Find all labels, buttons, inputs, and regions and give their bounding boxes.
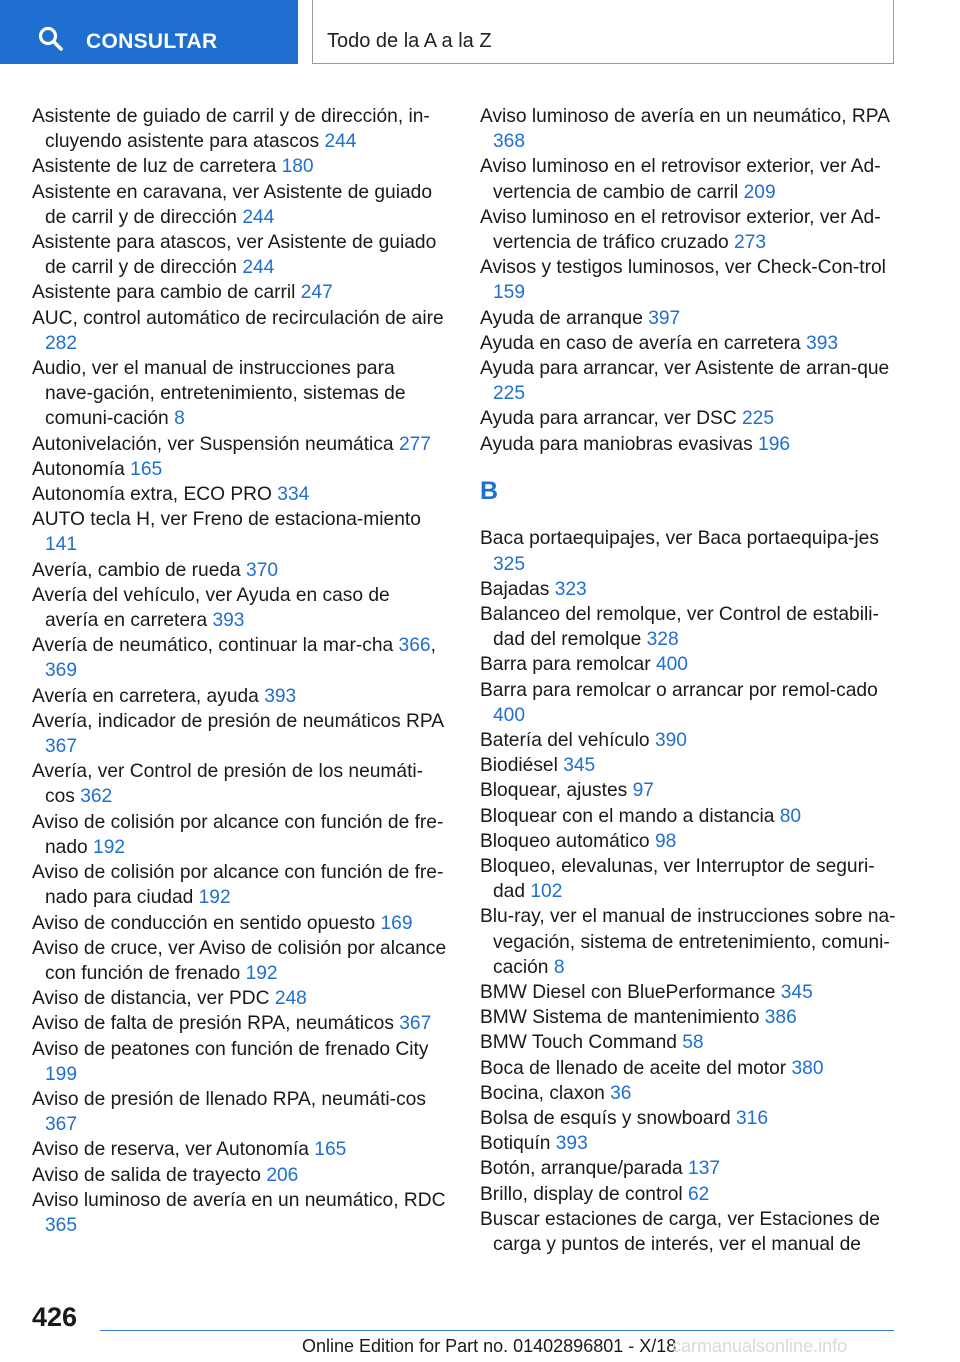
page-link[interactable]: 206 [266, 1164, 299, 1186]
index-entry [32, 180, 447, 230]
index-entry-text: Biodiésel [480, 755, 558, 777]
page-link[interactable]: 400 [655, 654, 688, 676]
index-entry-text: AUC, control automático de recirculación de aire [32, 307, 444, 329]
index-entry-text: Avería en carretera, ayuda [32, 685, 259, 707]
page-link[interactable]: 244 [324, 131, 357, 153]
page-link[interactable]: 209 [743, 181, 776, 203]
page-link[interactable]: 80 [779, 805, 802, 827]
page-link[interactable]: 225 [742, 408, 775, 430]
page-link[interactable]: 393 [264, 685, 297, 707]
index-entry-text: Autonivelación, ver Suspensión neumática [32, 433, 394, 455]
index-entry-text: Bloquear, ajustes [480, 780, 628, 802]
index-entry [480, 306, 900, 331]
index-entry: Avería de neumático, continuar la mar‐cha 366, 369 [32, 635, 436, 682]
page-link[interactable]: 386 [764, 1007, 797, 1029]
index-entry-text: Boca de llenado de aceite del motor [480, 1057, 787, 1079]
index-entry [480, 1081, 900, 1106]
index-entry [32, 356, 447, 432]
index-entry [480, 854, 900, 904]
page-link[interactable]: 367 [45, 736, 78, 758]
page-link[interactable]: 137 [688, 1158, 721, 1180]
index-entry-text: Baca portaequipajes, ver Baca portaequipa‐jes [480, 528, 879, 550]
page-link[interactable]: 282 [45, 332, 78, 354]
index-entry [32, 1163, 447, 1188]
index-entry [32, 230, 447, 280]
index-entry-text: Aviso de reserva, ver Autonomía [32, 1139, 309, 1161]
index-entry [480, 1005, 900, 1030]
index-entry [32, 558, 447, 583]
index-entry [32, 1011, 447, 1036]
index-entry-text: Bajadas [480, 578, 550, 600]
index-entry-text: Ayuda para arrancar, ver DSC [480, 408, 737, 430]
index-entry [480, 753, 900, 778]
index-entry [480, 1131, 900, 1156]
page-link[interactable]: 244 [242, 257, 275, 279]
index-entry-text: Aviso de presión de llenado RPA, neumáti‐cos [32, 1088, 426, 1110]
page-link[interactable]: 98 [654, 830, 677, 852]
index-entry [480, 104, 900, 154]
page-link[interactable]: 277 [398, 433, 431, 455]
index-entry [480, 331, 900, 356]
index-entry-text: Aviso luminoso de avería en un neumático, RDC [32, 1189, 446, 1211]
index-entry-text: Batería del vehículo [480, 729, 650, 751]
page-number: 426 [32, 1302, 78, 1332]
index-entry [32, 1087, 447, 1137]
page-link[interactable]: 369 [45, 660, 78, 682]
index-entry-text: Avería del vehículo, ver Ayuda en caso de avería en carretera [32, 584, 390, 632]
page-link[interactable]: 323 [554, 578, 587, 600]
page-link[interactable]: 397 [648, 307, 681, 329]
index-entry [480, 652, 900, 677]
index-entry [32, 1037, 447, 1087]
page-link[interactable]: 316 [736, 1108, 769, 1130]
index-entry-text: Autonomía [32, 458, 125, 480]
index-entry [480, 526, 900, 576]
index-entry [32, 759, 447, 809]
page-link[interactable]: 325 [493, 553, 526, 575]
page-link[interactable]: 393 [555, 1133, 588, 1155]
index-entry [480, 1156, 900, 1181]
index-entry-text: Botón, arranque/parada [480, 1158, 683, 1180]
index-entry [480, 205, 900, 255]
index-entry [480, 829, 900, 854]
index-entry-text: Bocina, claxon [480, 1082, 605, 1104]
index-entry [480, 728, 900, 753]
index-entry [480, 406, 900, 431]
index-entry [32, 482, 447, 507]
a-to-z-tab[interactable] [312, 0, 894, 64]
page-link[interactable]: 244 [242, 206, 275, 228]
index-group-b [480, 526, 900, 1257]
page-link[interactable]: 8 [553, 956, 565, 978]
index-entry-text: Asistente de guiado de carril y de dirección, in‐cluyendo asistente para atascos [32, 106, 430, 153]
index-entry [480, 154, 900, 204]
index-entry-text: BMW Diesel con BluePerformance [480, 982, 776, 1003]
index-entry-text: Bloqueo automático [480, 830, 650, 852]
index-entry-text: AUTO tecla H, ver Freno de estaciona‐miento [32, 509, 421, 531]
page-link[interactable]: 159 [493, 282, 526, 304]
index-entry [32, 104, 447, 154]
index-entry-text: BMW Touch Command [480, 1032, 677, 1054]
page-link[interactable]: 393 [806, 332, 839, 354]
index-entry-text: Autonomía extra, ECO PRO [32, 484, 272, 506]
index-entry-text: Aviso de salida de trayecto [32, 1164, 261, 1186]
index-entry-text: BMW Sistema de mantenimiento [480, 1007, 760, 1029]
index-entry [32, 583, 447, 633]
index-column-left [32, 104, 447, 1238]
section-letter: B [480, 477, 499, 506]
index-entry [32, 280, 447, 305]
index-entry [32, 507, 447, 557]
page-link[interactable]: 365 [45, 1214, 78, 1236]
index-entry [480, 980, 900, 1005]
index-entry [32, 154, 447, 179]
index-entry [480, 904, 900, 980]
page-link[interactable]: 8 [174, 408, 185, 430]
page-link[interactable]: 362 [80, 786, 113, 808]
consult-tab-label: CONSULTAR [86, 30, 218, 53]
index-entry [32, 432, 447, 457]
watermark: carmanualsonline.info [672, 1336, 848, 1356]
page-link[interactable]: 345 [563, 755, 596, 777]
index-entry-text: Aviso de distancia, ver PDC [32, 988, 270, 1010]
page-link[interactable]: 62 [687, 1183, 710, 1205]
footer-divider [100, 1330, 894, 1331]
index-entry-text: Brillo, display de control [480, 1183, 683, 1205]
index-entry-text: Aviso de colisión por alcance con función de fre‐nado para ciudad [32, 862, 444, 909]
index-entry-text: Ayuda para arrancar, ver Asistente de arran‐que [480, 358, 890, 380]
page-link[interactable]: 192 [198, 887, 231, 909]
index-entry-text: Asistente para cambio de carril [32, 282, 296, 304]
index-entry [32, 936, 447, 986]
index-entry [480, 356, 900, 406]
index-entry [32, 1137, 447, 1162]
index-entry [32, 860, 447, 910]
index-entry-text: Barra para remolcar [480, 654, 651, 676]
page-link[interactable]: 196 [758, 433, 791, 455]
index-entry [480, 1030, 900, 1055]
index-entry-text: Buscar estaciones de carga, ver Estaciones de carga y puntos de interés, ver el manual de [480, 1208, 880, 1256]
index-entry-text: Aviso luminoso de avería en un neumático, RPA [480, 106, 889, 127]
index-entry-text: Aviso luminoso en el retrovisor exterior, ver Ad‐vertencia de cambio de carril [480, 156, 881, 203]
page-link[interactable]: 368 [493, 131, 526, 153]
index-column-right [480, 104, 900, 1257]
index-entry-text: Asistente para atascos, ver Asistente de guiado de carril y de dirección [32, 232, 437, 279]
index-entry-text: Aviso de falta de presión RPA, neumáticos [32, 1013, 394, 1035]
page-link[interactable]: 58 [682, 1032, 704, 1054]
page-link[interactable]: 273 [734, 232, 767, 254]
index-entry-text: Ayuda de arranque [480, 307, 643, 329]
index-entry-text: Aviso luminoso en el retrovisor exterior, ver Ad‐vertencia de tráfico cruzado [480, 206, 881, 254]
index-entry [32, 986, 447, 1011]
consult-tab[interactable] [0, 0, 298, 64]
index-entry-text: Bloquear con el mando a distancia [480, 805, 775, 827]
index-entry [480, 577, 900, 602]
index-entry-text: Aviso de colisión por alcance con función de fre‐nado [32, 811, 444, 858]
index-entry-text: Botiquín [480, 1133, 551, 1155]
index-entry [480, 1182, 900, 1207]
page-link[interactable]: 393 [212, 610, 245, 632]
index-entry [480, 432, 900, 457]
index-entry-text: Avería, ver Control de presión de los neumáti‐cos [32, 761, 424, 808]
index-entry-text: Blu-ray, ver el manual de instrucciones sobre na‐vegación, sistema de entretenimiento, comuni‐cación [480, 906, 896, 978]
index-entry [32, 911, 447, 936]
index-entry [32, 709, 447, 759]
index-entry [480, 255, 900, 305]
index-entry-text: Aviso de peatones con función de frenado City [32, 1038, 429, 1060]
page-link[interactable]: 225 [493, 383, 526, 405]
search-icon [38, 26, 64, 52]
page-link[interactable]: 169 [380, 912, 413, 934]
page-link[interactable]: 328 [646, 629, 679, 651]
index-entry [32, 684, 447, 709]
page-link[interactable]: 180 [281, 156, 314, 178]
index-entry [480, 1106, 900, 1131]
page-link[interactable]: 97 [632, 780, 654, 802]
page-link[interactable]: 345 [780, 982, 813, 1003]
index-entry [32, 810, 447, 860]
index-entry-text: Bloqueo, elevalunas, ver Interruptor de seguri‐dad [480, 855, 875, 903]
page-link[interactable]: 165 [314, 1139, 347, 1161]
index-entry-text: Barra para remolcar o arrancar por remol‐cado [480, 679, 878, 701]
index-entry-text: Avería, indicador de presión de neumáticos RPA [32, 710, 443, 732]
page-link[interactable]: 366 [398, 635, 431, 657]
page-link[interactable]: 400 [493, 704, 526, 726]
page-link[interactable]: 248 [274, 988, 307, 1010]
page-link[interactable]: 334 [277, 484, 310, 506]
page-link[interactable]: 192 [245, 962, 278, 984]
index-entry [480, 602, 900, 652]
top-tab-bar [0, 0, 960, 66]
page-link[interactable]: 165 [130, 458, 163, 480]
index-entry [480, 804, 900, 829]
index-entry-text: Ayuda en caso de avería en carretera [480, 332, 801, 354]
page-link[interactable]: 367 [45, 1114, 78, 1136]
page-link[interactable]: 390 [654, 729, 687, 751]
index-entry-text: Asistente en caravana, ver Asistente de guiado de carril y de dirección [32, 181, 432, 228]
index-entry [32, 306, 447, 356]
index-entry-text: Audio, ver el manual de instrucciones para nave‐gación, entretenimiento, sistemas de comuni‐cación [32, 358, 406, 430]
page-link[interactable]: 141 [45, 534, 78, 556]
page-link[interactable]: 199 [45, 1063, 78, 1085]
page-link[interactable]: 102 [530, 881, 563, 903]
index-entry-text: Avisos y testigos luminosos, ver Check-Con‐trol [480, 257, 886, 279]
index-entry-text: Balanceo del remolque, ver Control de estabili‐dad del remolque [480, 603, 879, 651]
index-entry [480, 1207, 900, 1257]
page-link[interactable]: 370 [246, 559, 279, 581]
index-entry-text: Avería de neumático, continuar la mar‐cha [32, 635, 394, 657]
page-link[interactable]: 367 [399, 1013, 432, 1035]
index-entry [32, 1188, 447, 1238]
page-link[interactable]: 36 [610, 1082, 632, 1104]
a-to-z-tab-label: Todo de la A a la Z [327, 30, 492, 52]
page-link[interactable]: 247 [300, 282, 333, 304]
index-entry-text: Asistente de luz de carretera [32, 156, 277, 178]
index-entry-text: Aviso de conducción en sentido opuesto [32, 912, 376, 934]
index-entry [480, 1056, 900, 1081]
index-entry [480, 678, 900, 728]
index-group-a [480, 104, 900, 457]
index-entry [480, 778, 900, 803]
index-entry-text: Bolsa de esquís y snowboard [480, 1108, 731, 1130]
index-entry-text: Aviso de cruce, ver Aviso de colisión por alcance con función de frenado [32, 937, 447, 984]
index-entry [32, 457, 447, 482]
edition-text: Online Edition for Part no. 01402896801 - X/18 [302, 1336, 677, 1356]
index-entry-text: Ayuda para maniobras evasivas [480, 433, 753, 455]
page-link[interactable]: 192 [93, 836, 126, 858]
index-entry-text: Avería, cambio de rueda [32, 559, 241, 581]
page-link[interactable]: 380 [791, 1057, 824, 1079]
